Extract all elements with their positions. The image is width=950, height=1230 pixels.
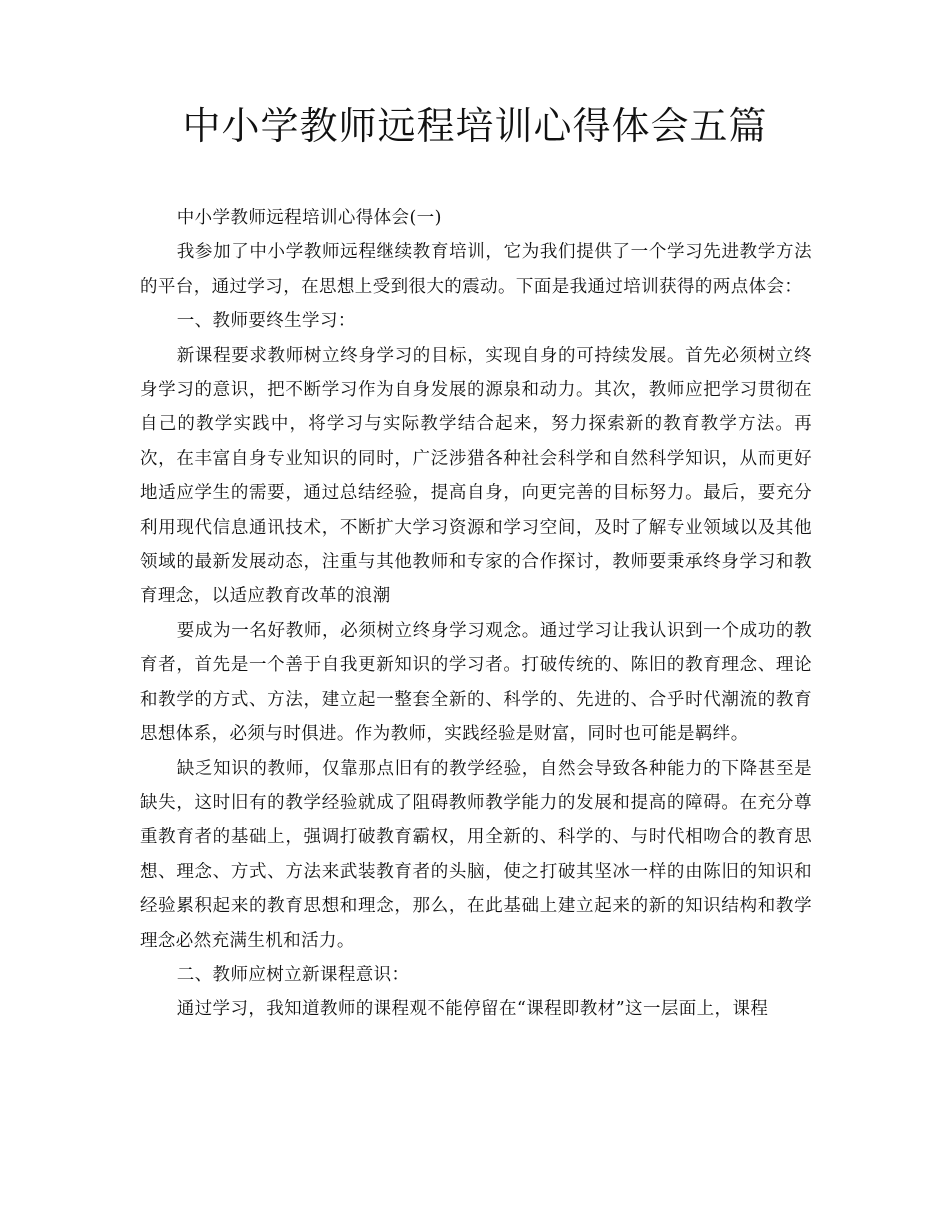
paragraph: 我参加了中小学教师远程继续教育培训，它为我们提供了一个学习先进教学方法的平台，通过学习，在思想上受到很大的震动。下面是我通过培训获得的两点体会： [140, 242, 812, 297]
paragraph: 新课程要求教师树立终身学习的目标，实现自身的可持续发展。首先必须树立终身学习的意识，把不断学习作为自身发展的源泉和动力。其次，教师应把学习贯彻在自己的教学实践中，将学习与实际教学结合起来，努力探索新的教育教学方法。再次，在丰富自身专业知识的同时，广泛涉猎各种社会科学和自然科学知识，从而更好地适应学生的需要，通过总结经验，提高自身，向更完善的目标努力。最后，要充分利用现代信息通讯技术，不断扩大学习资源和学习空间，及时了解专业领域以及其他领域的最新发展动态，注重与其他教师和专家的合作探讨，教师要秉承终身学习和教育理念，以适应教育改革的浪潮 [140, 345, 812, 607]
document-title: 中小学教师远程培训心得体会五篇 [182, 104, 768, 148]
document-body [140, 201, 812, 1027]
section-heading: 中小学教师远程培训心得体会(一) [176, 208, 442, 228]
section-heading: 二、教师应树立新课程意识： [176, 964, 410, 985]
paragraph: 通过学习，我知道教师的课程观不能停留在“课程即教材”这一层面上，课程 [176, 999, 769, 1020]
section-heading: 一、教师要终生学习： [176, 311, 356, 332]
paragraph: 要成为一名好教师，必须树立终身学习观念。通过学习让我认识到一个成功的教育者，首先是一个善于自我更新知识的学习者。打破传统的、陈旧的教育理念、理论和教学的方式、方法，建立起一整套全新的、科学的、先进的、合乎时代潮流的教育思想体系，必须与时俱进。作为教师，实践经验是财富，同时也可能是羁绊。 [140, 620, 812, 745]
paragraph: 缺乏知识的教师，仅靠那点旧有的教学经验，自然会导致各种能力的下降甚至是缺失，这时旧有的教学经验就成了阻碍教师教学能力的发展和提高的障碍。在充分尊重教育者的基础上，强调打破教育霸权，用全新的、科学的、与时代相吻合的教育思想、理念、方式、方法来武装教育者的头脑，使之打破其坚冰一样的由陈旧的知识和经验累积起来的教育思想和理念，那么，在此基础上建立起来的新的知识结构和教学理念必然充满生机和活力。 [140, 758, 812, 951]
